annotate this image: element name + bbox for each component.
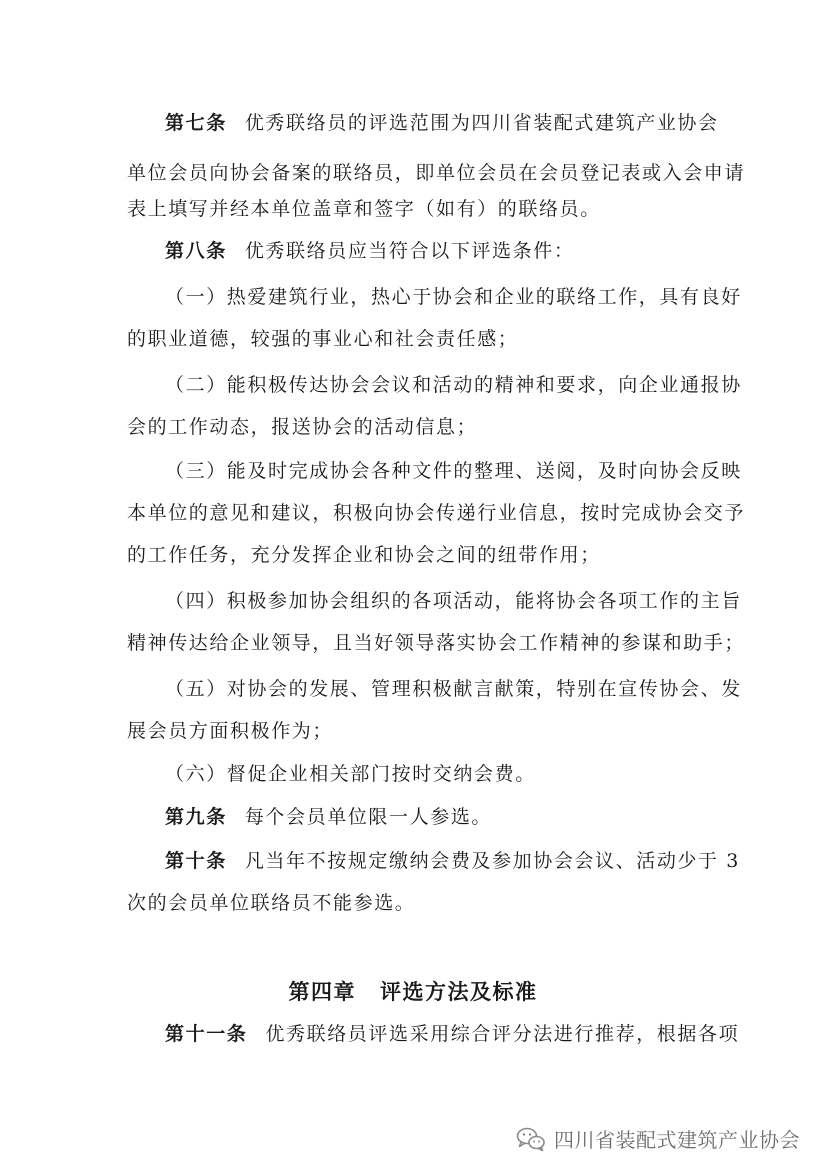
chapter-title: 评选方法及标准	[380, 980, 538, 1004]
chapter-heading	[0, 976, 826, 1006]
item-1-line-1: （一）热爱建筑行业，热心于协会和企业的联络工作，具有良好	[165, 286, 742, 308]
article-7-line-1	[165, 111, 719, 135]
item-1-line-2: 的职业道德，较强的事业心和社会责任感；	[127, 328, 519, 350]
article-7-line-3: 表上填写并经本单位盖章和签字（如有）的联络员。	[127, 198, 601, 220]
article-7-line-2: 单位会员向协会备案的联络员，即单位会员在会员登记表或入会申请	[127, 162, 746, 184]
item-4-line-2: 精神传达给企业领导，且当好领导落实协会工作精神的参谋和助手；	[127, 632, 746, 654]
article-9-label: 第九条	[165, 806, 227, 828]
article-8-line-1	[165, 239, 574, 263]
item-2-line-2: 会的工作动态，报送协会的活动信息；	[127, 416, 478, 438]
item-4-line-1: （四）积极参加协会组织的各项活动，能将协会各项工作的主旨	[165, 590, 742, 612]
item-3-line-2: 本单位的意见和建议，积极向协会传递行业信息，按时完成协会交予	[127, 502, 746, 524]
article-11-line-1	[165, 1022, 739, 1046]
chapter-number: 第四章	[288, 980, 356, 1004]
article-11-label: 第十一条	[165, 1023, 248, 1045]
article-8-text-1: 优秀联络员应当符合以下评选条件：	[244, 240, 575, 262]
item-3-line-3: 的工作任务，充分发挥企业和协会之间的纽带作用；	[127, 544, 601, 566]
article-9-text-1: 每个会员单位限一人参选。	[244, 806, 493, 828]
article-9-line-1	[165, 805, 492, 829]
watermark-text: 四川省装配式建筑产业协会	[554, 1128, 800, 1152]
item-5-line-2: 展会员方面积极作为；	[127, 720, 334, 742]
article-7-text-1: 优秀联络员的评选范围为四川省装配式建筑产业协会	[244, 112, 719, 134]
item-5-line-1: （五）对协会的发展、管理积极献言献策，特别在宣传协会、发	[165, 678, 742, 700]
item-2-line-1: （二）能积极传达协会会议和活动的精神和要求，向企业通报协	[165, 374, 742, 396]
wechat-icon	[516, 1126, 546, 1152]
item-3-line-1: （三）能及时完成协会各种文件的整理、送阅，及时向协会反映	[165, 460, 742, 482]
article-11-text-1: 优秀联络员评选采用综合评分法进行推荐，根据各项	[265, 1023, 740, 1045]
article-10-label: 第十条	[165, 850, 227, 872]
article-10-line-1	[165, 849, 740, 873]
article-10-text-1: 凡当年不按规定缴纳会费及参加协会会议、活动少于 3	[244, 850, 740, 872]
item-6-line-1: （六）督促企业相关部门按时交纳会费。	[165, 763, 536, 785]
article-10-line-2: 次的会员单位联络员不能参选。	[127, 892, 416, 914]
article-7-label: 第七条	[165, 112, 227, 134]
article-8-label: 第八条	[165, 240, 227, 262]
wechat-watermark	[516, 1124, 800, 1153]
